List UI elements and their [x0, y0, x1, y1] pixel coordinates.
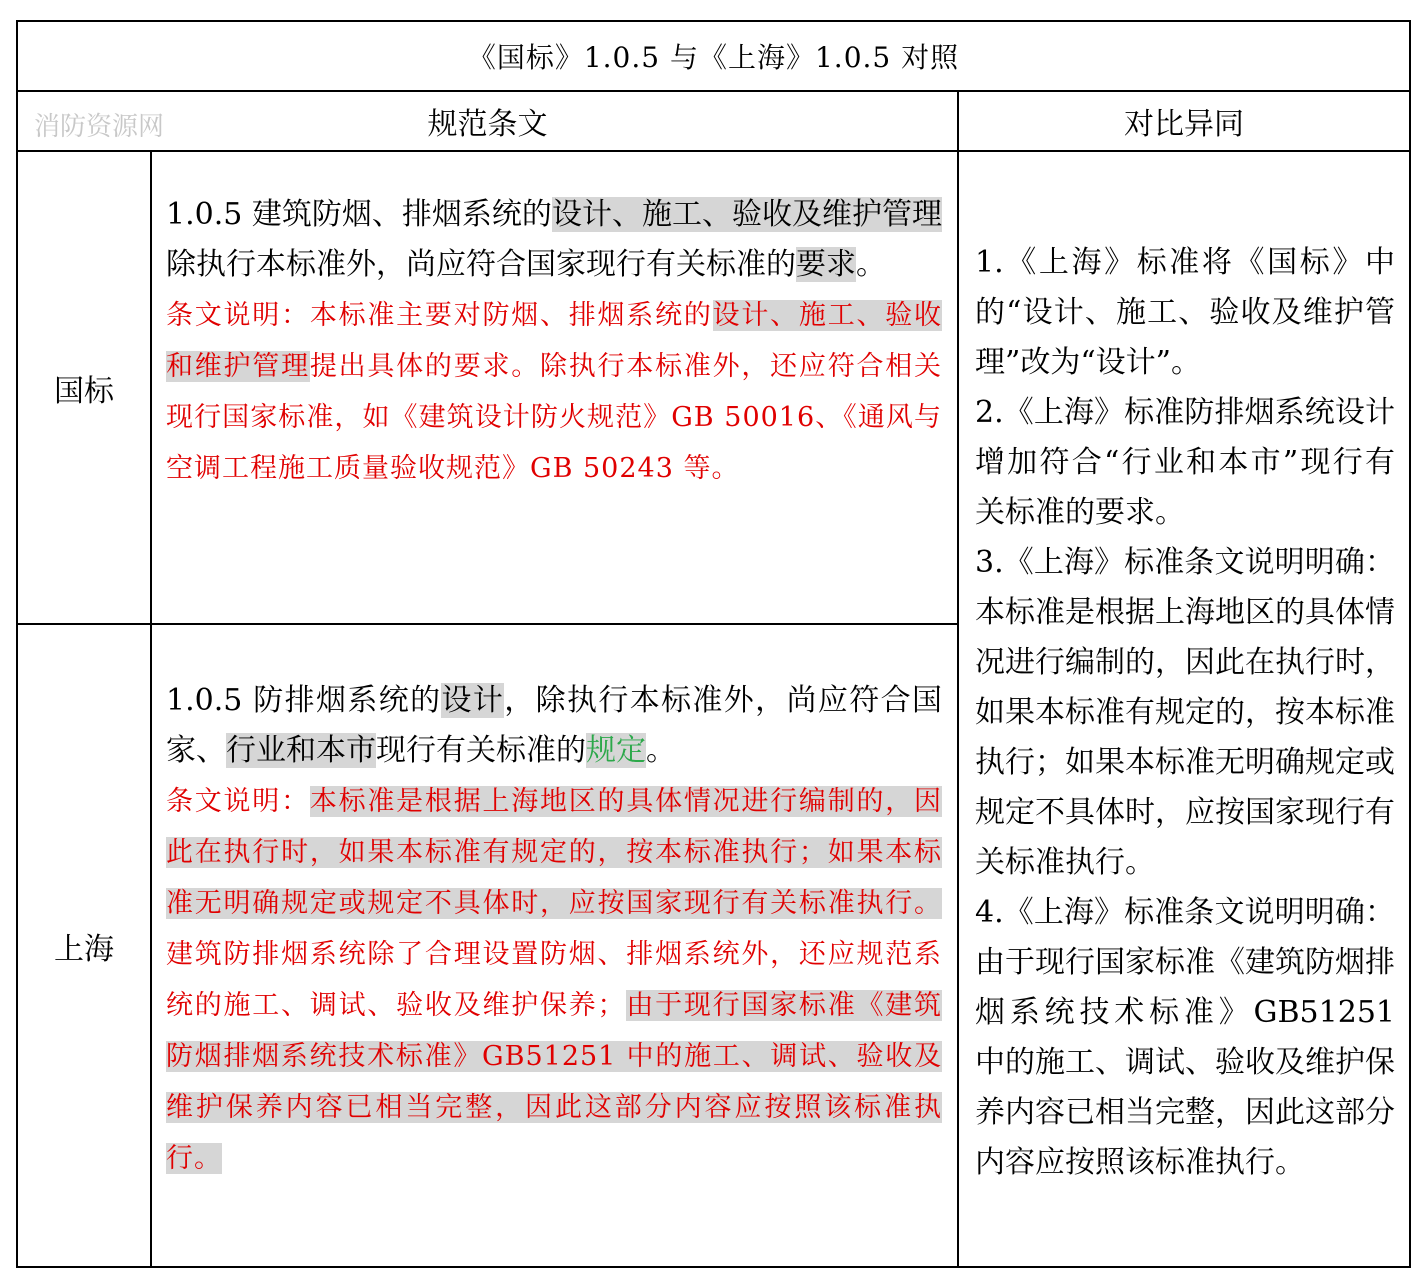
guobiao-clause-mid: 除执行本标准外，尚应符合国家现行有关标准的 — [166, 247, 796, 282]
comparison-item: 2.《上海》标准防排烟系统设计增加符合“行业和本市”现行有关标准的要求。 — [975, 395, 1395, 530]
watermark: 消防资源网 — [34, 112, 165, 142]
comparison-list — [975, 238, 1395, 1188]
shanghai-note — [166, 786, 942, 1174]
guobiao-clause-end: 。 — [856, 247, 886, 282]
shanghai-note-mid: 建筑防排烟系统除了合理设置防烟、排烟系统外，还应规范系统的施工、调试、验收及维护保养； — [166, 939, 942, 1021]
guobiao-note-rest: 提出具体的要求。除执行本标准外，还应符合相关现行国家标准，如《建筑设计防火规范》GB 50016、《通风与空调工程施工质量验收规范》GB 50243 等。 — [166, 351, 943, 484]
shanghai-clause — [166, 676, 942, 1184]
shanghai-clause-highlight-1: 设计 — [441, 683, 505, 718]
row-label-guobiao: 国标 — [54, 373, 114, 409]
shanghai-clause-highlight-2: 行业和本市 — [226, 733, 376, 768]
shanghai-clause-mid-2: 现行有关标准的 — [376, 733, 586, 768]
comparison-item: 3.《上海》标准条文说明明确：本标准是根据上海地区的具体情况进行编制的，因此在执行时，如果本标准有规定的，按本标准执行；如果本标准无明确规定或规定不具体时，应按国家现行有关标准执行。 — [975, 545, 1395, 880]
shanghai-note-highlight-1: 本标准是根据上海地区的具体情况进行编制的，因此在执行时，如果本标准有规定的，按本标准执行；如果本标准无明确规定或规定不具体时，应按国家现行有关标准执行。 — [166, 786, 943, 919]
comparison-table — [16, 20, 1411, 1268]
guobiao-clause-highlight-1: 设计、施工、验收及维护管理 — [551, 197, 943, 232]
guobiao-note — [166, 300, 942, 484]
column-divider-right — [957, 90, 959, 1266]
shanghai-clause-end: 。 — [646, 733, 676, 768]
guobiao-clause-prefix: 1.0.5 建筑防烟、排烟系统的 — [166, 197, 552, 232]
table-title: 《国标》1.0.5 与《上海》1.0.5 对照 — [467, 41, 960, 74]
guobiao-note-prefix: 条文说明：本标准主要对防烟、排烟系统的 — [166, 300, 713, 331]
guobiao-clause — [166, 190, 942, 494]
shanghai-note-highlight-2: 由于现行国家标准《建筑防烟排烟系统技术标准》GB51251 中的施工、调试、验收及维护保养内容已相当完整，因此这部分内容应按照该标准执行。 — [166, 990, 943, 1174]
row-label-shanghai: 上海 — [54, 931, 114, 967]
guobiao-note-highlight: 设计、施工、验收和维护管理 — [166, 300, 943, 382]
shanghai-clause-prefix: 1.0.5 防排烟系统的 — [166, 683, 442, 718]
column-divider-left — [150, 150, 152, 1266]
shanghai-clause-green: 规定 — [586, 733, 646, 768]
header-clause: 规范条文 — [427, 107, 548, 142]
comparison-item: 4.《上海》标准条文说明明确：由于现行国家标准《建筑防烟排烟系统技术标准》GB51251 中的施工、调试、验收及维护保养内容已相当完整，因此这部分内容应按照该标准执行。 — [975, 895, 1395, 1180]
row-divider — [18, 623, 957, 625]
shanghai-clause-mid-1: ，除执行本标准外，尚应符合国家、 — [166, 683, 943, 768]
header-divider — [18, 150, 1409, 152]
header-compare: 对比异同 — [1124, 107, 1244, 142]
shanghai-note-prefix: 条文说明： — [166, 786, 310, 817]
comparison-item: 1.《上海》标准将《国标》中的“设计、施工、验收及维护管理”改为“设计”。 — [975, 245, 1395, 380]
guobiao-clause-highlight-2: 要求 — [796, 247, 856, 282]
